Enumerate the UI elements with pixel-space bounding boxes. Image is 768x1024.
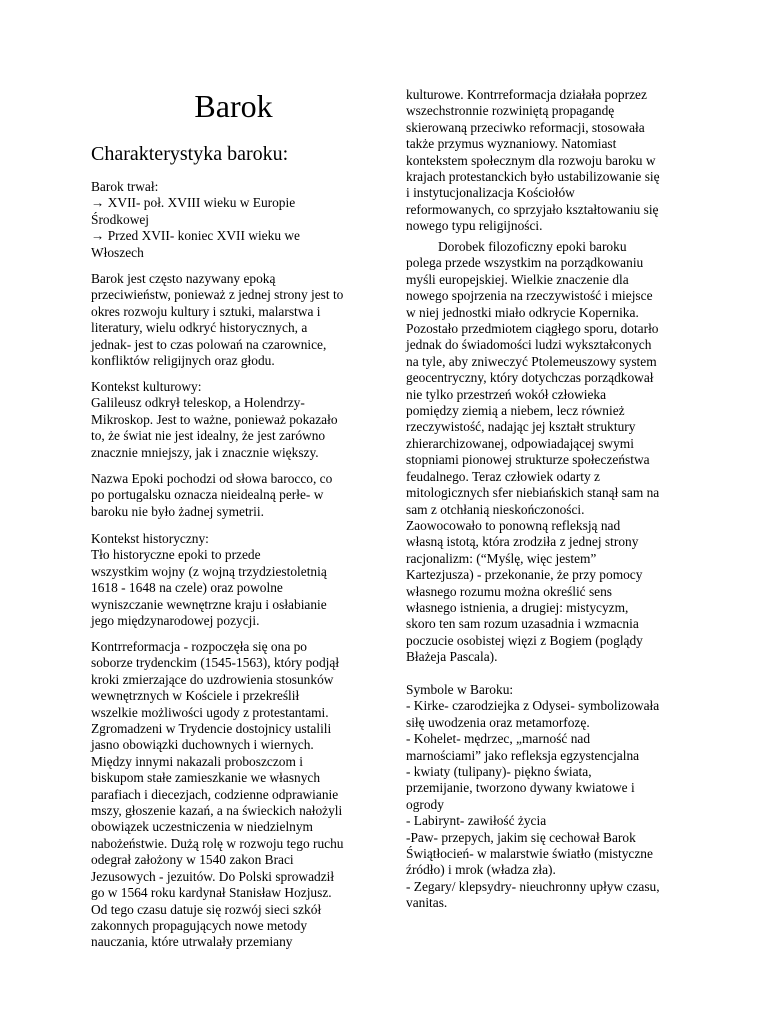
text-line: 1618 - 1648 na czele) oraz powolne [91, 580, 283, 596]
text-line: Nazwa Epoki pochodzi od słowa barocco, co [91, 471, 333, 486]
paragraph-epoka-przeciwienstw [91, 271, 343, 369]
text-line: Mikroskop. Jest to ważne, ponieważ pokazało [91, 411, 338, 427]
text-line: polega przede wszystkim na porządkowaniu [406, 255, 644, 271]
text-line: myśli europejskiej. Wielkie znaczenie dla [406, 271, 629, 287]
text-line: na tyle, aby zniweczyć Ptolemeuszowy system [406, 353, 657, 369]
paragraph-dorobek-filozoficzny [406, 239, 659, 666]
text-line: także przymus wyznaniowy. Natomiast [406, 136, 617, 152]
text-line: krajach protestanckich było ustabilizowanie się [406, 169, 660, 185]
text-line: → Przed XVII- koniec XVII wieku we [91, 228, 300, 244]
text-line: Tło historyczne epoki to przede [91, 547, 261, 563]
paragraph-kontrreformacja-cont [406, 87, 660, 235]
text-line: odegrał założony w 1540 zakon Braci [91, 852, 294, 868]
text-line: soborze trydenckim (1545-1563), który podjął [91, 655, 340, 671]
text-line: wewnętrznych w Kościele i przekreślił [91, 688, 300, 704]
text-line: Pozostało przedmiotem ciągłego sporu, dotarło [406, 321, 659, 337]
text-line: zakonnych propagujących nowe metody [91, 917, 308, 933]
text-line: baroku nie było żadnej symetrii. [91, 503, 264, 519]
text-line: obowiązek uczestniczenia w niedzielnym [91, 819, 313, 835]
text-line: wszechstronnie rozwiniętą propagandę [406, 103, 615, 119]
text-line: kroki zmierzające do uzdrowienia stosunków [91, 671, 334, 687]
page-title: Barok [194, 88, 273, 124]
text-line: Kontekst historyczny: [91, 531, 209, 546]
text-line: Błażeja Pascala). [406, 649, 498, 665]
text-line: przemijanie, tworzono dywany kwiatowe i [406, 780, 635, 796]
text-line: mszy, głoszenie kazań, a na świeckich nałożyli [91, 803, 343, 819]
text-line: Kontekst kulturowy: [91, 379, 202, 394]
text-line: marnościami” jako refleksja egzystencjalna [406, 747, 640, 763]
text-line: Zaowocowało to ponowną refleksją nad [406, 517, 621, 533]
text-line: Między innymi nakazali proboszczom i [91, 753, 303, 769]
text-line: mitologicznych sfer niebiańskich stanął sam na [406, 485, 660, 501]
text-line: -Paw- przepych, jakim się cechował Barok [406, 829, 636, 845]
text-line: - Zegary/ klepsydry- nieuchronny upływ czasu, [406, 878, 660, 894]
text-line: Włoszech [91, 244, 144, 260]
text-line: własną istotą, która zrodziła z jednej strony [406, 534, 639, 550]
text-line: reformowanych, co sprzyjało kształtowaniu się [406, 201, 659, 217]
paragraph-barok-trwal [91, 179, 300, 261]
text-line: jego międzynarodowej pozycji. [91, 613, 260, 629]
text-line: Świątłocień- w malarstwie światło (mistyczne [406, 846, 653, 862]
text-line: jednak- jest to czas polowań na czarownice, [91, 336, 327, 352]
text-line: → XVII- poł. XVIII wieku w Europie [91, 195, 296, 211]
text-line: feudalnego. Teraz człowiek odarty z [406, 468, 600, 484]
paragraph-kontekst-historyczny [91, 531, 327, 629]
paragraph-kontrreformacja [91, 639, 343, 951]
text-line: geocentryczny, który dotychczas porządkował [406, 370, 654, 386]
paragraph-kontekst-kulturowy [91, 379, 338, 461]
text-line: skoro ten sam rozum uzasadnia i wzmacnia [406, 616, 639, 632]
text-line: stopniami pionowej strukturze społeczeństwa [406, 452, 650, 468]
text-line: Dorobek filozoficzny epoki baroku [438, 239, 627, 254]
text-line: jednak do świadomości ludzi wykształconych [406, 337, 652, 353]
text-line: - Kirke- czarodziejka z Odysei- symbolizowała [406, 698, 660, 714]
text-line: Kontrreformacja - rozpoczęła się ona po [91, 639, 308, 654]
text-line: rzeczywistość, nadając jej kształt struktury [406, 419, 636, 435]
text-line: Jezusowych - jezuitów. Do Polski sprowadził [91, 868, 335, 884]
text-line: - Kohelet- mędrzec, „marność nad [406, 731, 591, 747]
text-line: własnego rozumu można określić sens [406, 583, 613, 599]
text-line: własnego istnienia, a drugiej: mistycyzm, [406, 599, 629, 615]
text-line: kontekstem społecznym dla rozwoju baroku w [406, 152, 656, 168]
text-line: źródło) i mrok (władza zła). [406, 862, 556, 878]
text-line: poczucie osobistej więzi z Bogiem (poglądy [406, 632, 643, 648]
text-line: po portugalsku oznacza nieidealną perłe- w [91, 487, 324, 503]
text-line: w niej jednostki miało odkrycie Kopernika. [406, 304, 639, 320]
text-line: biskupom stałe zamieszkanie we własnych [91, 770, 321, 786]
text-line: nabożeństwie. Dużą rolę w rozwoju tego ruchu [91, 835, 344, 851]
text-line: okres rozwoju kultury i sztuki, malarstwa i [91, 303, 321, 319]
text-line: Kartezjusza) - przekonanie, że przy pomocy [406, 567, 643, 583]
text-line: znacznie mniejszy, jak i znacznie większy. [91, 444, 319, 460]
text-line: zhierarchizowanej, odpowiadającej swymi [406, 435, 634, 451]
text-line: pomiędzy ziemią a niebem, lecz również [406, 403, 625, 419]
text-line: Symbole w Baroku: [406, 682, 514, 697]
text-line: jasno obowiązki duchownych i wiernych. [91, 737, 314, 753]
text-line: to, że świat nie jest idealny, że jest zarówno [91, 428, 326, 444]
text-line: wszelkie możliwości ugody z protestantami. [91, 704, 329, 720]
text-line: - Labirynt- zawiłość życia [406, 813, 547, 829]
text-line: przeciwieństw, ponieważ z jednej strony jest to [91, 287, 344, 303]
text-line: Zgromadzeni w Trydencie dostojnicy ustalili [91, 721, 332, 737]
text-line: parafiach i diecezjach, codzienne odprawianie [91, 786, 339, 802]
text-line: konfliktów religijnych oraz głodu. [91, 353, 275, 369]
section-heading: Charakterystyka baroku: [91, 143, 289, 165]
text-line: nowego typu religijności. [406, 218, 543, 234]
text-line: Galileusz odkrył teleskop, a Holendrzy- [91, 395, 305, 411]
text-line: i instytucjonalizacja Kościołów [406, 185, 575, 201]
paragraph-nazwa-epoki [91, 471, 332, 520]
text-line: sam z otchłanią nieskończoności. [406, 501, 585, 517]
text-line: - kwiaty (tulipany)- piękno świata, [406, 764, 592, 780]
text-line: wyniszczanie wewnętrzne kraju i osłabianie [91, 596, 327, 612]
text-line: siłę uwodzenia oraz metamorfozę. [406, 714, 590, 730]
text-line: Środkowej [91, 211, 150, 227]
text-line: Barok trwał: [91, 179, 159, 194]
text-line: Barok jest często nazywany epoką [91, 271, 276, 286]
text-line: literatury, wielu odkryć historycznych, a [91, 320, 308, 336]
text-line: go w 1564 roku kardynał Stanisław Hozjusz. [91, 885, 332, 901]
text-line: Od tego czasu datuje się rozwój sieci szkół [91, 901, 322, 917]
text-line: racjonalizm: (“Myślę, więc jestem” [406, 550, 597, 566]
text-line: wszystkim wojny (z wojną trzydziestoletnią [91, 563, 327, 579]
text-line: nauczania, które utrwalały przemiany [91, 934, 293, 950]
text-line: ogrody [406, 796, 444, 812]
text-line: nie tylko przestrzeń wokół człowieka [406, 386, 607, 402]
text-line: kulturowe. Kontrreformacja działała poprzez [406, 87, 647, 102]
text-line: vanitas. [406, 895, 448, 911]
text-line: skierowaną przeciwko reformacji, stosowała [406, 119, 645, 135]
paragraph-symbole-w-baroku [406, 682, 660, 912]
text-line: nowego spojrzenia na rzeczywistość i miejsce [406, 288, 653, 304]
